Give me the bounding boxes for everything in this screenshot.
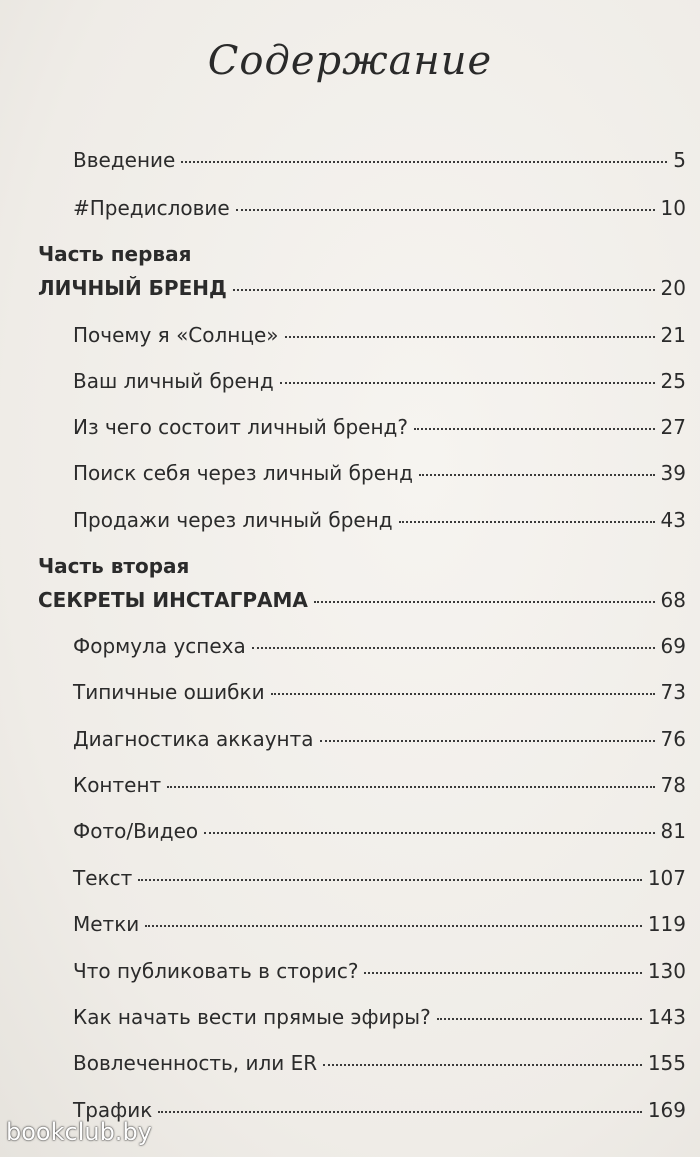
toc-entry-page: 107 [647, 866, 686, 890]
toc-entry [73, 459, 686, 487]
toc-entry [73, 1003, 686, 1031]
toc-entry-page: 119 [647, 912, 686, 936]
toc-entry-page: 155 [647, 1051, 686, 1075]
toc-entry-page: 69 [660, 634, 686, 658]
toc-entry-introduction [73, 146, 686, 174]
dot-leader [145, 925, 642, 927]
dot-leader [323, 1064, 642, 1066]
toc-entry [73, 725, 686, 753]
toc-entry-text: Почему я «Солнце» [73, 323, 279, 347]
toc-entry-text: Что публиковать в сторис? [73, 959, 359, 983]
toc-entry [73, 367, 686, 395]
part-one-label: Часть первая [38, 242, 192, 266]
dot-leader [437, 1018, 642, 1020]
toc-entry [73, 413, 686, 441]
dot-leader [419, 474, 655, 476]
toc-entry-text: Как начать вести прямые эфиры? [73, 1005, 431, 1029]
dot-leader [181, 161, 667, 163]
dot-leader [285, 336, 655, 338]
toc-entry-page: 68 [660, 588, 686, 612]
dot-leader [314, 601, 655, 603]
toc-entry-text: Метки [73, 912, 140, 936]
toc-entry-text: Фото/Видео [73, 819, 199, 843]
toc-entry [73, 817, 686, 845]
toc-entry-preface [73, 194, 686, 222]
toc-entry-text: Типичные ошибки [73, 680, 265, 704]
page-title: Содержание [207, 38, 493, 84]
toc-entry-text: Поиск себя через личный бренд [73, 461, 413, 485]
toc-entry-page: 39 [660, 461, 686, 485]
toc-entry-text: СЕКРЕТЫ ИНСТАГРАМА [38, 588, 308, 612]
toc-part-personal-brand [38, 274, 686, 302]
dot-leader [414, 428, 655, 430]
toc-part-instagram-secrets [38, 586, 686, 614]
toc-entry-page: 73 [660, 680, 686, 704]
dot-leader [158, 1111, 641, 1113]
toc-entry-text: Вовлеченность, или ER [73, 1051, 318, 1075]
toc-entry-text: Формула успеха [73, 634, 246, 658]
toc-entry-page: 43 [660, 508, 686, 532]
toc-entry-text: Диагностика аккаунта [73, 727, 314, 751]
dot-leader [399, 521, 655, 523]
toc-entry-text: Контент [73, 773, 162, 797]
toc-entry-text: Трафик [73, 1098, 153, 1122]
toc-entry-text: Продажи через личный бренд [73, 508, 393, 532]
dot-leader [233, 289, 655, 291]
toc-entry-page: 81 [660, 819, 686, 843]
toc-entry-page: 143 [647, 1005, 686, 1029]
toc-entry-page: 21 [660, 323, 686, 347]
dot-leader [364, 972, 641, 974]
toc-entry-page: 27 [660, 415, 686, 439]
part-two-label: Часть вторая [38, 554, 190, 578]
toc-entry [73, 678, 686, 706]
toc-entry-page: 130 [647, 959, 686, 983]
toc-entry-text: Введение [73, 148, 176, 172]
watermark: bookclub.by [6, 1118, 152, 1146]
dot-leader [204, 832, 654, 834]
toc-entry [73, 1049, 686, 1077]
dot-leader [252, 647, 655, 649]
toc-entry [73, 506, 686, 534]
dot-leader [320, 740, 655, 742]
toc-entry-page: 76 [660, 727, 686, 751]
toc-entry-text: ЛИЧНЫЙ БРЕНД [38, 276, 227, 300]
toc-entry-text: Ваш личный бренд [73, 369, 274, 393]
toc-entry-text: Из чего состоит личный бренд? [73, 415, 408, 439]
toc-entry [73, 1096, 686, 1124]
dot-leader [138, 879, 642, 881]
dot-leader [280, 382, 655, 384]
toc-entry-page: 169 [647, 1098, 686, 1122]
toc-entry-page: 10 [660, 196, 686, 220]
toc-entry-page: 20 [660, 276, 686, 300]
toc-entry [73, 910, 686, 938]
toc-entry-text: Текст [73, 866, 133, 890]
toc-entry [73, 321, 686, 349]
dot-leader [236, 209, 655, 211]
toc-entry [73, 771, 686, 799]
toc-entry-page: 25 [660, 369, 686, 393]
dot-leader [167, 786, 654, 788]
toc-entry-page: 78 [660, 773, 686, 797]
toc-entry [73, 632, 686, 660]
toc-entry [73, 957, 686, 985]
toc-entry-page: 5 [673, 148, 686, 172]
toc-entry-text: #Предисловие [73, 196, 230, 220]
toc-entry [73, 864, 686, 892]
dot-leader [271, 693, 655, 695]
